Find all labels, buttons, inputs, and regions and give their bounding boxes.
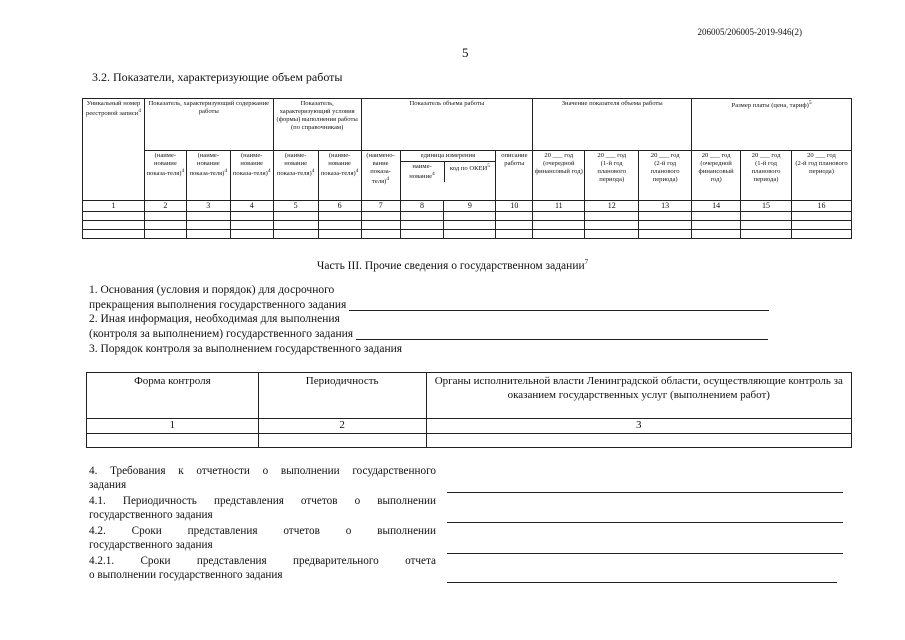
- item2-line1: 2. Иная информация, необходимая для выполнения: [89, 313, 340, 325]
- req41-fill-line: [447, 522, 843, 523]
- requirement-4-2-1: 4.2.1. Сроки представления предварительного отчета о выполнении государственного задания: [89, 555, 436, 582]
- table-row: [83, 229, 852, 238]
- header-values: Значение показателя объема работы: [533, 99, 692, 151]
- volume-indicators-table: [82, 98, 852, 239]
- req42-fill-line: [447, 553, 843, 554]
- part3-title: Часть III. Прочие сведения о государственном задании$^7$: [316, 258, 589, 272]
- requirement-4: 4. Требования к отчетности о выполнении государственного задания: [89, 465, 436, 492]
- table-row: [83, 220, 852, 229]
- year-second: 20 ___ год (2-й год планового периода): [639, 151, 692, 201]
- header-form: Форма контроля: [87, 373, 259, 419]
- control-table: [86, 372, 852, 448]
- sub-okei: код по ОКЕИ$^5$: [449, 162, 491, 173]
- page-number: 5: [462, 45, 469, 60]
- fee-year-first: 20 ___ год (1-й год планового периода): [741, 151, 792, 201]
- table-row: [83, 211, 852, 220]
- requirement-4-1: 4.1. Периодичность представления отчетов о выполнении государственного задания: [89, 495, 436, 522]
- item1-line1: 1. Основания (условия и порядок) для досрочного: [89, 284, 335, 296]
- item1-fill-line: [349, 299, 769, 311]
- header-conditions: Показатель, характеризующий условия (формы) выполнения работы (по справочникам): [273, 99, 361, 151]
- item2-line2: (контроля за выполнением) государственного задания: [89, 328, 768, 340]
- sub-unit-name: наиме-нование$^4$: [401, 162, 445, 182]
- sub-indicator: (наиме-нование показа-теля)$^4$: [318, 151, 361, 201]
- section-title: 3.2. Показатели, характеризующие объем работы: [92, 70, 343, 84]
- req421-fill-line: [447, 582, 837, 583]
- sub-unit: единица измерения наиме-нование$^4$ код по ОКЕИ$^5$: [400, 151, 496, 201]
- sub-indicator: (наиме-нование показа-теля)$^4$: [186, 151, 230, 201]
- header-volume: Показатель объема работы: [361, 99, 533, 151]
- fee-year-current: 20 ___ год (очередной финансовый год): [692, 151, 741, 201]
- header-unique-number: Уникальный номер реестровой записи$^4$: [83, 99, 145, 201]
- item2-fill-line: [356, 328, 768, 340]
- req4-fill-line: [447, 492, 843, 493]
- sub-indicator: (наиме-нование показа-теля)$^4$: [230, 151, 273, 201]
- table-row: [87, 434, 852, 448]
- sub-indicator: (наиме-нование показа-теля)$^4$: [273, 151, 318, 201]
- fee-year-second: 20 ___ год (2-й год планового периода): [792, 151, 852, 201]
- header-period: Периодичность: [258, 373, 426, 419]
- item3-text: 3. Порядок контроля за выполнением государственного задания: [89, 343, 403, 355]
- column-numbers-row: 1 2 3: [87, 419, 852, 434]
- header-fee: Размер платы (цена, тариф)$^5$: [692, 99, 852, 151]
- document-id: 206005/206005-2019-946(2): [697, 27, 802, 37]
- requirement-4-2: 4.2. Сроки представления отчетов о выполнении государственного задания: [89, 525, 436, 552]
- sub-description: описание работы: [496, 151, 533, 201]
- sub-name: (наимено-вание показа-теля)$^4$: [361, 151, 400, 201]
- year-current: 20 ___ год (очередной финансовый год): [533, 151, 585, 201]
- item1-line2: прекращения выполнения государственного задания: [89, 299, 769, 311]
- header-organs: Органы исполнительной власти Ленинградской области, осуществляющие контроль за оказанием государственных услуг (выполнением работ): [426, 373, 851, 419]
- sub-indicator: (наиме-нование показа-теля)$^4$: [144, 151, 186, 201]
- year-first: 20 ___ год (1-й год планового периода): [585, 151, 639, 201]
- column-numbers-row: 1 2 3 4 5 6 7 8 9 10 11 12 13 14 15 16: [83, 201, 852, 212]
- header-content: Показатель, характеризующий содержание работы: [144, 99, 273, 151]
